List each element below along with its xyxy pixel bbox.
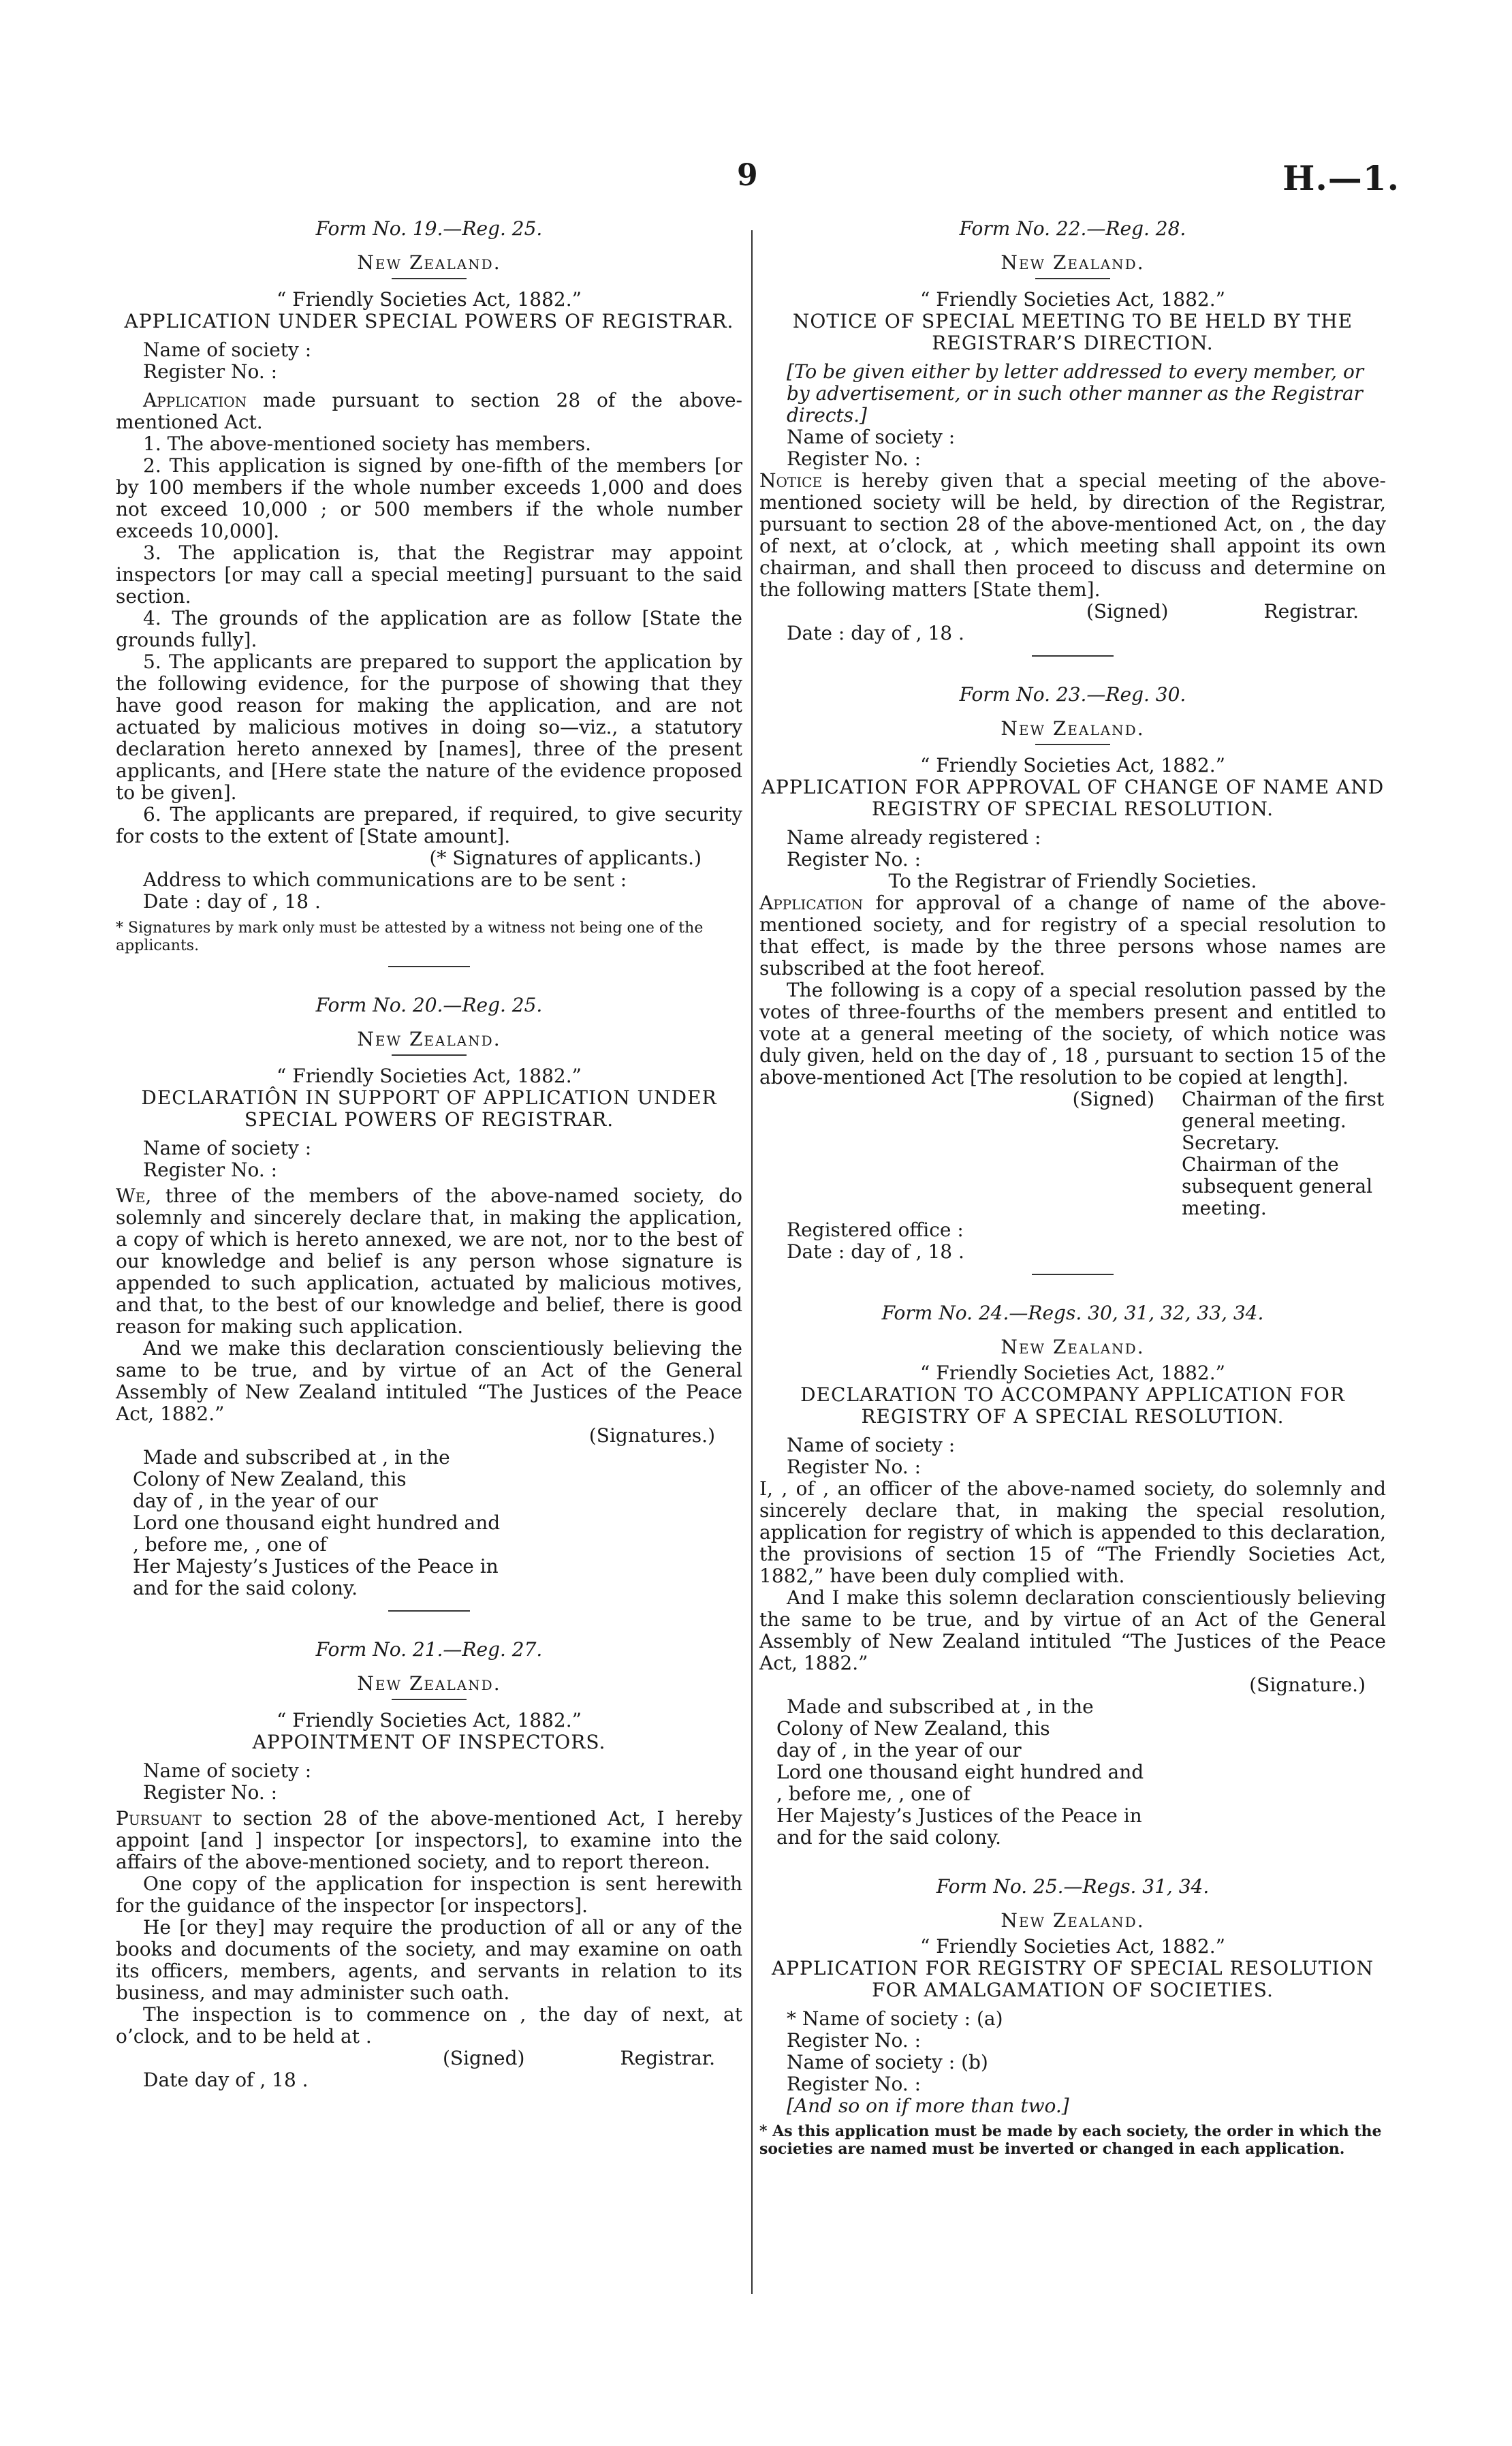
body-lead: Application (759, 892, 864, 914)
form-23 (759, 684, 1386, 1275)
name-field-a: * Name of society : (a) (787, 2007, 1003, 2030)
divider (392, 1054, 467, 1056)
continuation-note: [And so on if more than two.] (787, 2095, 1069, 2117)
name-field-label: Name of society : (787, 1434, 956, 1456)
form-title: APPLICATION UNDER SPECIAL POWERS OF REGISTRAR. (124, 310, 734, 332)
intro-paragraph (116, 390, 742, 433)
register-field-label: Register No. : (787, 1456, 922, 1478)
appointment-body-3: He [or they] may require the production of all or any of the books and documents of the society, and may examine on oath its officers, members, agents, and servants in relation to its business, and may administer such oath. (116, 1916, 742, 2004)
form-22 (759, 218, 1386, 657)
form-24 (759, 1302, 1386, 1849)
made-line-6: Her Majesty’s Justices of the Peace in (133, 1555, 499, 1578)
body-lead: Notice (759, 469, 823, 492)
instruction-note: [To be given either by letter addressed to every member, or by advertisement, or in such other manner as the Registrar directs.] (787, 360, 1364, 426)
act-name: “ Friendly Societies Act, 1882.” (920, 754, 1225, 777)
act-name: “ Friendly Societies Act, 1882.” (277, 1709, 582, 1731)
declaration-body-2: And I make this solemn declaration conscientiously believing the same to be true, and by virtue of an Act of the General Assembly of New Zealand intituled “The Justices of the Peace Act, 1882.” (759, 1586, 1386, 1674)
declaration-body (116, 1185, 742, 1338)
divider (392, 1699, 467, 1700)
signature-label: (Signature.) (1249, 1674, 1366, 1696)
form-number: Form No. 23.—Reg. 30. (959, 683, 1186, 706)
form-title: NOTICE OF SPECIAL MEETING TO BE HELD BY THE REGISTRAR’S DIRECTION. (792, 310, 1353, 354)
item-1: 1. The above-mentioned society has members. (143, 433, 591, 455)
country-heading: New Zealand. (1001, 717, 1145, 740)
addressee-line: To the Registrar of Friendly Societies. (888, 870, 1257, 892)
date-line: Date : day of , 18 . (787, 1240, 964, 1263)
signature-block (759, 1088, 1386, 1219)
footnote: * Signatures by mark only must be attested by a witness not being one of the applicants. (116, 920, 704, 954)
secretary-label: Secretary. (1182, 1131, 1280, 1154)
registrar-label: Registrar. (1263, 600, 1359, 623)
form-19 (116, 218, 742, 967)
form-title: DECLARATION TO ACCOMPANY APPLICATION FOR REGISTRY OF A SPECIAL RESOLUTION. (800, 1383, 1345, 1428)
signatory-roles (1182, 1088, 1386, 1219)
declaration-body-2: And we make this declaration conscientiously believing the same to be true, and by virtue of an Act of the General Assembly of New Zealand intituled “The Justices of the Peace Act, 1882.” (116, 1337, 742, 1425)
item-3: 3. The application is, that the Registrar may appoint inspectors [or may call a special meeting] pursuant to the said section. (116, 542, 742, 608)
appointment-body-2: One copy of the application for inspection is sent herewith for the guidance of the inspector [or inspectors]. (116, 1872, 742, 1917)
register-field-label: Register No. : (143, 1159, 278, 1181)
registrar-label: Registrar. (620, 2047, 715, 2069)
left-column (116, 218, 742, 2118)
signatures-label: (* Signatures of applicants.) (429, 847, 702, 869)
body-text: for approval of a change of name of the above-mentioned society, and for registry of a special resolution to that effect, is made by the three persons whose names are subscribed at the foot hereof. (759, 892, 1387, 979)
form-title: APPLICATION FOR APPROVAL OF CHANGE OF NAME AND REGISTRY OF SPECIAL RESOLUTION. (761, 776, 1385, 820)
name-field-label: Name of society : (143, 1759, 312, 1782)
divider (1035, 744, 1110, 745)
date-line: Date : day of , 18 . (143, 890, 321, 913)
column-divider (751, 230, 753, 2294)
register-field-b: Register No. : (787, 2073, 922, 2095)
body-text: three of the members of the above-named society, do solemnly and sincerely declare that, in making the application, a copy of which is hereto annexed, we are not, nor to the best of our knowledge and belief is any person whose signature is appended to such application, actuated by malicious motives, and that, to the best of our knowledge and belief, there is good reason for making such application. (116, 1185, 742, 1338)
signature-row (116, 2048, 742, 2069)
intro-lead: Application (143, 389, 247, 411)
made-line-3: day of , in the year of our (133, 1490, 378, 1512)
signed-label: (Signed) (443, 2047, 525, 2069)
form-title: APPLICATION FOR REGISTRY OF SPECIAL RESOLUTION FOR AMALGAMATION OF SOCIETIES. (772, 1957, 1374, 2001)
form-number: Form No. 25.—Regs. 31, 34. (936, 1875, 1210, 1898)
register-field-label: Register No. : (143, 360, 278, 383)
registered-office-line: Registered office : (787, 1219, 964, 1241)
form-title: APPOINTMENT OF INSPECTORS. (252, 1731, 606, 1753)
made-line-3: day of , in the year of our (776, 1739, 1022, 1761)
document-code: H.—1. (1282, 158, 1400, 198)
form-20 (116, 994, 742, 1612)
made-line-1: Made and subscribed at , in the (143, 1446, 450, 1469)
page-number: 9 (737, 158, 758, 193)
form-number: Form No. 22.—Reg. 28. (959, 217, 1186, 240)
made-line-5: , before me, , one of (133, 1533, 327, 1556)
country-heading: New Zealand. (1001, 1909, 1145, 1932)
country-heading: New Zealand. (1001, 251, 1145, 274)
date-line: Date day of , 18 . (143, 2069, 309, 2091)
act-name: “ Friendly Societies Act, 1882.” (277, 1065, 582, 1087)
date-line: Date : day of , 18 . (787, 622, 964, 644)
made-line-5: , before me, , one of (776, 1783, 971, 1805)
act-name: “ Friendly Societies Act, 1882.” (920, 288, 1225, 311)
appointment-body-4: The inspection is to commence on , the day of next, at o’clock, and to be held at . (116, 2003, 742, 2048)
made-line-2: Colony of New Zealand, this (776, 1717, 1050, 1740)
made-line-6: Her Majesty’s Justices of the Peace in (776, 1804, 1142, 1827)
signature-row (759, 601, 1386, 623)
divider (1032, 655, 1114, 657)
body-lead: Pursuant (116, 1807, 202, 1830)
country-heading: New Zealand. (357, 1028, 501, 1050)
divider (388, 1610, 470, 1612)
form-title: DECLARATIÔN IN SUPPORT OF APPLICATION UNDER SPECIAL POWERS OF REGISTRAR. (141, 1086, 717, 1131)
register-field-label: Register No. : (143, 1781, 278, 1804)
item-6: 6. The applicants are prepared, if required, to give security for costs to the extent of [State amount]. (116, 803, 742, 847)
chair-subsequent-meeting: Chairman of the subsequent general meeting. (1182, 1153, 1373, 1219)
form-number: Form No. 19.—Reg. 25. (315, 217, 543, 240)
country-heading: New Zealand. (357, 1672, 501, 1695)
footnote: * As this application must be made by each society, the order in which the societies are named must be inverted or changed in each application. (759, 2122, 1382, 2158)
address-line: Address to which communications are to be sent : (143, 868, 627, 891)
signed-label: (Signed) (1086, 600, 1169, 623)
name-field-label: Name of society : (143, 1137, 312, 1159)
made-line-7: and for the said colony. (133, 1577, 358, 1599)
item-4: 4. The grounds of the application are as follow [State the grounds fully]. (116, 607, 742, 651)
made-line-2: Colony of New Zealand, this (133, 1468, 407, 1490)
country-heading: New Zealand. (1001, 1336, 1145, 1358)
name-field-label: Name already registered : (787, 826, 1041, 849)
made-line-4: Lord one thousand eight hundred and (133, 1511, 501, 1534)
divider (388, 966, 470, 967)
item-2: 2. This application is signed by one-fifth of the members [or by 100 members if the whole number exceeds 1,000 and does not exceed 10,000 ; or 500 members if the whole number exceeds 10,000]. (116, 454, 742, 542)
divider (1035, 278, 1110, 279)
name-field-label: Name of society : (143, 339, 312, 361)
application-body (759, 892, 1386, 979)
form-number: Form No. 20.—Reg. 25. (315, 994, 543, 1016)
body-text: to section 28 of the above-mentioned Act, I hereby appoint [and ] inspector [or inspectors], to examine into the affairs of the above-mentioned society, and to report thereon. (116, 1807, 742, 1873)
made-line-7: and for the said colony. (776, 1826, 1002, 1849)
form-25 (759, 1876, 1386, 2158)
declaration-body: I, , of , an officer of the above-named society, do solemnly and sincerely declare that, in making the special resolution, application for registry of which is appended to this declaration, the provisions of section 15 of “The Friendly Societies Act, 1882,” have been duly complied with. (759, 1477, 1386, 1587)
appointment-body (116, 1808, 742, 1873)
right-column (759, 218, 1386, 2185)
act-name: “ Friendly Societies Act, 1882.” (920, 1935, 1225, 1958)
divider (392, 278, 467, 279)
application-body-2: The following is a copy of a special resolution passed by the votes of three-fourths of the members present and entitled to vote at a general meeting of the society, of which notice was duly given, held on the day of , 18 , pursuant to section 15 of the above-mentioned Act [The resolution to be copied at length]. (759, 979, 1387, 1088)
body-text: is hereby given that a special meeting of the above-mentioned society will be held, by direction of the Registrar, pursuant to section 28 of the above-mentioned Act, on , the day of next, at o’clock, at , which meeting shall appoint its own chairman, and shall then proceed to discuss and determine on the following matters [State them]. (759, 469, 1386, 601)
name-field-label: Name of society : (787, 426, 956, 448)
form-21 (116, 1639, 742, 2091)
name-field-b: Name of society : (b) (787, 2051, 988, 2073)
chair-first-meeting: Chairman of the first general meeting. (1182, 1088, 1385, 1132)
act-name: “ Friendly Societies Act, 1882.” (920, 1362, 1225, 1384)
act-name: “ Friendly Societies Act, 1882.” (277, 288, 582, 311)
body-lead: We, (116, 1185, 152, 1207)
notice-body (759, 470, 1386, 601)
item-5: 5. The applicants are prepared to support the application by the following evidence, for the purpose of showing that they have good reason for making the application, and are not actuated by malicious motives in doing so—viz., a statutory declaration hereto annexed by [names], three of the present applicants, and [Here state the nature of the evidence proposed to be given]. (116, 650, 742, 804)
made-line-1: Made and subscribed at , in the (787, 1695, 1094, 1718)
signed-label: (Signed) (1072, 1088, 1154, 1110)
intro-text: made pursuant to section 28 of the above-mentioned Act. (116, 389, 742, 433)
divider (1032, 1274, 1114, 1275)
form-number: Form No. 21.—Reg. 27. (315, 1638, 543, 1661)
country-heading: New Zealand. (357, 251, 501, 274)
register-field-label: Register No. : (787, 448, 922, 470)
made-line-4: Lord one thousand eight hundred and (776, 1761, 1144, 1783)
register-field-label: Register No. : (787, 848, 922, 871)
register-field-a: Register No. : (787, 2029, 922, 2052)
form-number: Form No. 24.—Regs. 30, 31, 32, 33, 34. (881, 1302, 1264, 1324)
signatures-label: (Signatures.) (588, 1424, 715, 1447)
